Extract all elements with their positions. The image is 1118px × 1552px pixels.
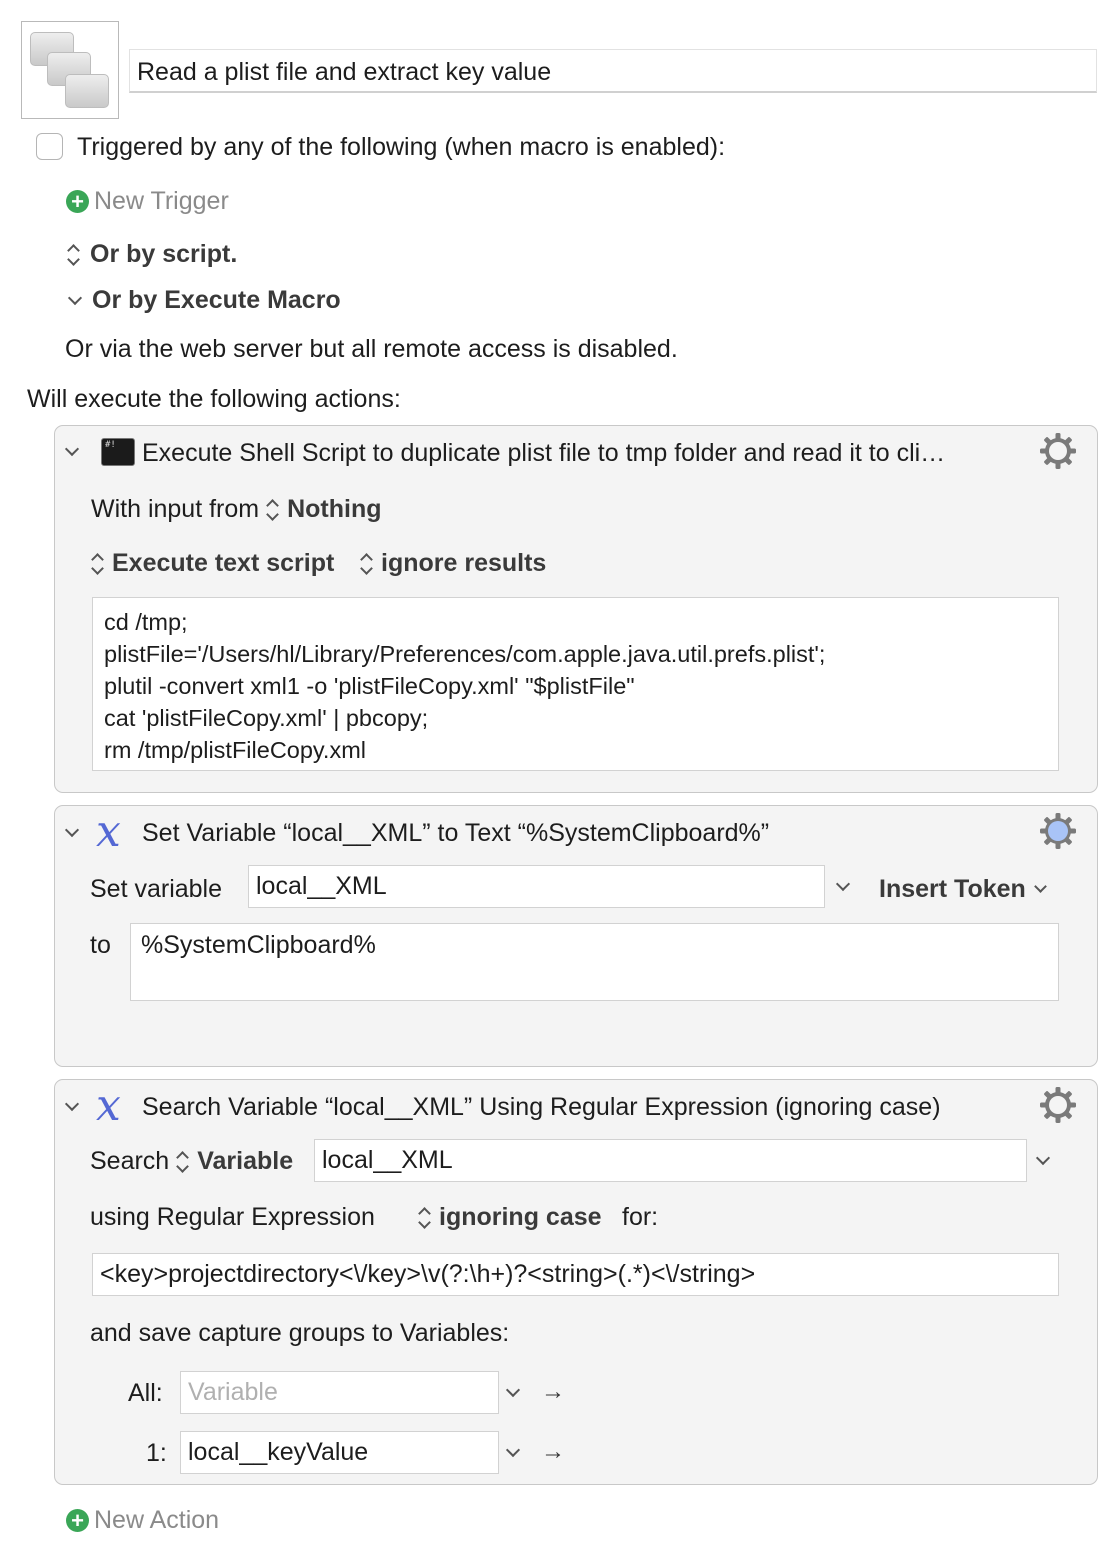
all-label: All: bbox=[128, 1379, 163, 1407]
updown-chevron-icon bbox=[175, 1150, 191, 1174]
gear-icon[interactable] bbox=[1039, 432, 1077, 470]
search-source-value: Variable bbox=[197, 1147, 294, 1175]
updown-chevron-icon bbox=[417, 1206, 433, 1230]
input-from-value: Nothing bbox=[287, 495, 382, 523]
variable-name-field[interactable]: local__XML bbox=[248, 865, 825, 908]
updown-chevron-icon bbox=[90, 552, 106, 576]
gear-icon[interactable] bbox=[1039, 812, 1077, 850]
chevron-down-icon bbox=[68, 290, 82, 304]
to-text-field[interactable]: %SystemClipboard% bbox=[130, 923, 1059, 1001]
shell-script-editor[interactable]: cd /tmp; plistFile='/Users/hl/Library/Preferences/com.apple.java.util.prefs.plist'; plutil -convert xml1 -o 'plistFileCopy.xml' "$plistFile" cat 'plistFileCopy.xml' | pbcopy; rm /tmp/plistFileCopy.xml bbox=[92, 597, 1059, 771]
new-action-button[interactable] bbox=[66, 1506, 219, 1535]
search-source-popup[interactable] bbox=[175, 1147, 293, 1176]
or-by-script-toggle[interactable] bbox=[66, 240, 237, 269]
for-label: for: bbox=[622, 1203, 659, 1231]
insert-token-button[interactable] bbox=[879, 875, 1045, 904]
new-trigger-button[interactable] bbox=[66, 187, 229, 216]
add-icon: + bbox=[66, 190, 89, 213]
action-title: Search Variable “local__XML” Using Regular Expression (ignoring case) bbox=[142, 1093, 941, 1121]
action-title: Set Variable “local__XML” to Text “%SystemClipboard%” bbox=[142, 819, 770, 847]
new-trigger-label: New Trigger bbox=[94, 187, 229, 215]
input-from-label: With input from bbox=[91, 495, 260, 523]
trigger-enabled-checkbox[interactable] bbox=[36, 133, 63, 160]
arrow-right-icon[interactable]: → bbox=[541, 1378, 565, 1405]
web-server-note: Or via the web server but all remote access is disabled. bbox=[65, 335, 678, 363]
save-capture-label: and save capture groups to Variables: bbox=[90, 1319, 510, 1347]
group1-label: 1: bbox=[146, 1439, 167, 1467]
variable-x-icon: x bbox=[96, 1080, 121, 1131]
case-mode-value: ignoring case bbox=[439, 1203, 602, 1231]
macro-icon[interactable] bbox=[21, 21, 119, 119]
updown-chevron-icon bbox=[66, 243, 82, 267]
gear-icon[interactable] bbox=[1039, 1086, 1077, 1124]
regex-field[interactable]: <key>projectdirectory<\/key>\v(?:\h+)?<string>(.*)<\/string> bbox=[92, 1253, 1059, 1296]
action-title: Execute Shell Script to duplicate plist file to tmp folder and read it to cli… bbox=[142, 439, 946, 467]
search-variable-field[interactable]: local__XML bbox=[314, 1139, 1027, 1182]
add-icon: + bbox=[66, 1509, 89, 1532]
execute-mode-popup[interactable] bbox=[90, 549, 334, 578]
chevron-down-icon bbox=[1034, 880, 1047, 893]
or-by-script-label: Or by script. bbox=[90, 240, 238, 268]
insert-token-label: Insert Token bbox=[879, 875, 1026, 903]
group1-variable-field[interactable]: local__keyValue bbox=[180, 1431, 499, 1474]
regex-label: using Regular Expression bbox=[90, 1203, 375, 1231]
search-label: Search bbox=[90, 1147, 170, 1175]
variable-x-icon: x bbox=[96, 806, 121, 857]
actions-header: Will execute the following actions: bbox=[27, 385, 401, 413]
results-mode-value: ignore results bbox=[381, 549, 547, 577]
or-by-execute-macro-label: Or by Execute Macro bbox=[92, 286, 341, 314]
updown-chevron-icon bbox=[359, 552, 375, 576]
all-variable-field[interactable]: Variable bbox=[180, 1371, 499, 1414]
triggers-header: Triggered by any of the following (when macro is enabled): bbox=[77, 133, 726, 161]
macro-name-field[interactable]: Read a plist file and extract key value bbox=[129, 49, 1097, 93]
execute-mode-value: Execute text script bbox=[112, 549, 335, 577]
arrow-right-icon[interactable]: → bbox=[541, 1438, 565, 1465]
updown-chevron-icon bbox=[265, 498, 281, 522]
new-action-label: New Action bbox=[94, 1506, 220, 1534]
or-by-execute-macro-toggle[interactable] bbox=[66, 286, 341, 315]
terminal-icon bbox=[101, 438, 135, 466]
results-mode-popup[interactable] bbox=[359, 549, 546, 578]
set-variable-label: Set variable bbox=[90, 875, 223, 903]
to-label: to bbox=[90, 931, 111, 959]
case-mode-popup[interactable] bbox=[417, 1203, 602, 1232]
input-from-popup[interactable] bbox=[265, 495, 381, 524]
